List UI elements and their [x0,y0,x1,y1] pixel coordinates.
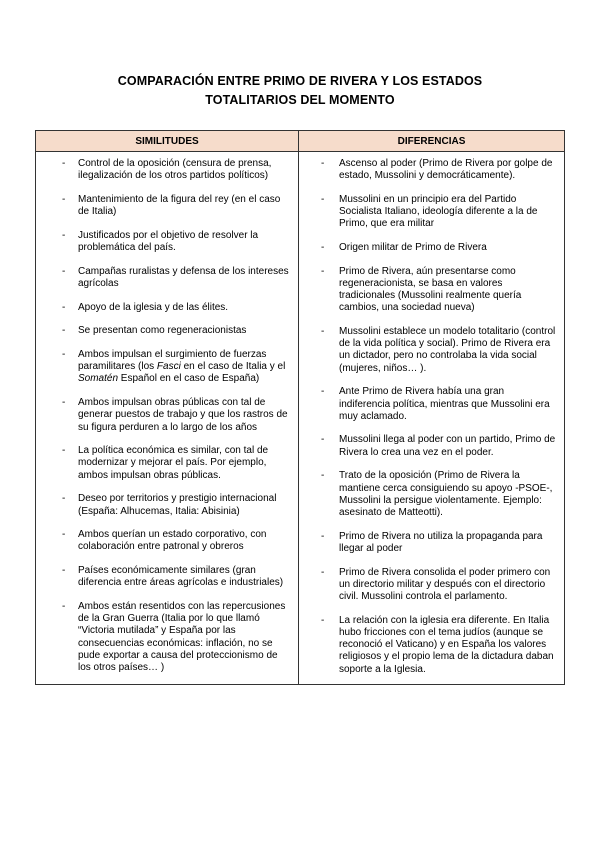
item-text: Justificados por el objetivo de resolver la problemática del país. [78,229,259,254]
list-item [36,397,292,434]
bullet-dash: - [62,493,66,505]
list-item [299,470,558,519]
item-text: Control de la oposición (censura de prensa, ilegalización de los otros partidos políticos) [78,158,272,182]
table-header-row [36,131,565,152]
list-item [36,565,292,589]
item-text: Se presentan como regeneracionistas [78,325,247,337]
bullet-dash: - [321,326,325,338]
table-body-row [36,152,565,685]
item-text: Trato de la oposición (Primo de Rivera la mantiene cerca consiguiendo su apoyo -PSOE-, Mussolini la persigue violentamente. Ejemplo: asesinato de Matteotti). [339,470,553,518]
item-text: La relación con la iglesia era diferente. En Italia hubo fricciones con el tema judíos (aunque se reconoció el Vaticano) y en España los valores religiosos y el propio lema de la dictadura daban soporte a la Iglesia. [339,614,554,675]
bullet-dash: - [321,530,325,542]
bullet-dash: - [62,349,66,361]
bullet-dash: - [62,397,66,409]
title-line-2: TOTALITARIOS DEL MOMENTO [205,93,395,107]
item-text: Origen militar de Primo de Rivera [339,242,487,254]
list-item [36,158,292,182]
list-item [36,194,292,218]
bullet-dash: - [62,565,66,577]
item-text: Mussolini en un principio era del Partido Socialista Italiano, ideología diferente a la de Primo, que era militar [339,193,538,230]
list-item [299,615,558,676]
list-item [36,529,292,553]
document-title [40,72,560,110]
item-text: Mantenimiento de la figura del rey (en el caso de Italia) [78,193,281,218]
item-text: Primo de Rivera consolida el poder primero con un directorio militar y después con el directorio civil. Mussolini controla el parlamento. [339,566,551,602]
title-line-1: COMPARACIÓN ENTRE PRIMO DE RIVERA Y LOS ESTADOS [117,74,483,88]
bullet-dash: - [321,614,325,626]
list-item [36,266,292,290]
bullet-dash: - [321,470,325,482]
item-text: Ambos impulsan obras públicas con tal de generar puestos de trabajo y que los rastros de su figura perduren a lo largo de los años [78,397,288,433]
bullet-dash: - [62,301,66,313]
item-text: Primo de Rivera no utiliza la propaganda para llegar al poder [339,530,543,554]
item-text-fasci: Fasci [156,361,181,373]
list-item [299,386,558,423]
item-text: Ascenso al poder (Primo de Rivera por golpe de estado, Mussolini y democráticamente). [339,158,553,182]
list-item [36,349,292,386]
bullet-dash: - [62,325,66,337]
bullet-dash: - [62,601,66,613]
bullet-dash: - [62,229,66,241]
list-item [299,326,558,375]
similitudes-list [36,152,298,682]
bullet-dash: - [321,158,325,169]
list-item [299,567,558,604]
bullet-dash: - [62,445,66,457]
header-diferencias: DIFERENCIAS [299,131,565,152]
similitudes-cell [36,152,299,685]
item-text: Campañas ruralistas y defensa de los intereses agrícolas [78,265,289,289]
list-item [36,325,292,337]
list-item [299,242,558,254]
bullet-dash: - [62,193,66,205]
bullet-dash: - [62,529,66,541]
item-text: Mussolini establece un modelo totalitario (control de la vida política y social). Primo de Rivera era un dictador, pero no controlaba la vida social (mujeres, niños… ). [339,326,556,374]
item-text-middle: en el caso de Italia y el [180,361,286,373]
list-item [36,445,292,482]
comparison-table [35,130,565,685]
list-item [36,493,292,517]
item-text: Ambos están resentidos con las repercusiones de la Gran Guerra (Italia por lo que llamó “Victoria mutilada” y España por las consecuencias económicas: inflación, no se pude exportar a causa del proteccionismo de los otros países… ) [78,601,286,674]
diferencias-cell [299,152,565,685]
list-item [299,158,558,182]
list-item [36,601,292,674]
item-text: Ambos querían un estado corporativo, con colaboración entre patronal y obreros [78,529,267,553]
item-text: Mussolini llega al poder con un partido, Primo de Rivera lo crea una vez en el poder. [339,434,556,458]
bullet-dash: - [62,265,66,277]
list-item [299,194,558,231]
bullet-dash: - [321,242,325,254]
item-text: Deseo por territorios y prestigio internacional (España: Alhucemas, Italia: Abisinia) [78,493,277,517]
item-text: La política económica es similar, con tal de modernizar y mejorar el país. Por ejemplo, ambos impulsan obras públicas. [78,445,269,481]
item-text-somaten: Somatén [78,373,119,385]
list-item [36,302,292,314]
bullet-dash: - [321,386,325,398]
bullet-dash: - [321,193,325,205]
list-item [36,230,292,254]
item-text-before: Ambos impulsan el surgimiento de fuerzas paramilitares (los [78,349,267,373]
item-text-after: Español en el caso de España) [118,373,260,385]
list-item [299,266,558,315]
list-item [299,531,558,555]
item-text: Países económicamente similares (gran diferencia entre áreas agrícolas e industriales) [78,565,284,589]
item-text: Ante Primo de Rivera había una gran indiferencia política, mientras que Mussolini era muy aclamado. [339,386,550,422]
list-item [299,434,558,458]
diferencias-list [299,152,564,684]
item-text: Primo de Rivera, aún presentarse como regeneracionista, se basa en valores tradicionales (Mussolini realmente quería cambios, una sociedad nueva) [339,265,522,314]
bullet-dash: - [321,434,325,446]
bullet-dash: - [321,265,325,277]
bullet-dash: - [62,158,66,169]
header-similitudes: SIMILITUDES [36,131,299,152]
item-text: Apoyo de la iglesia y de las élites. [78,301,229,313]
bullet-dash: - [321,566,325,578]
